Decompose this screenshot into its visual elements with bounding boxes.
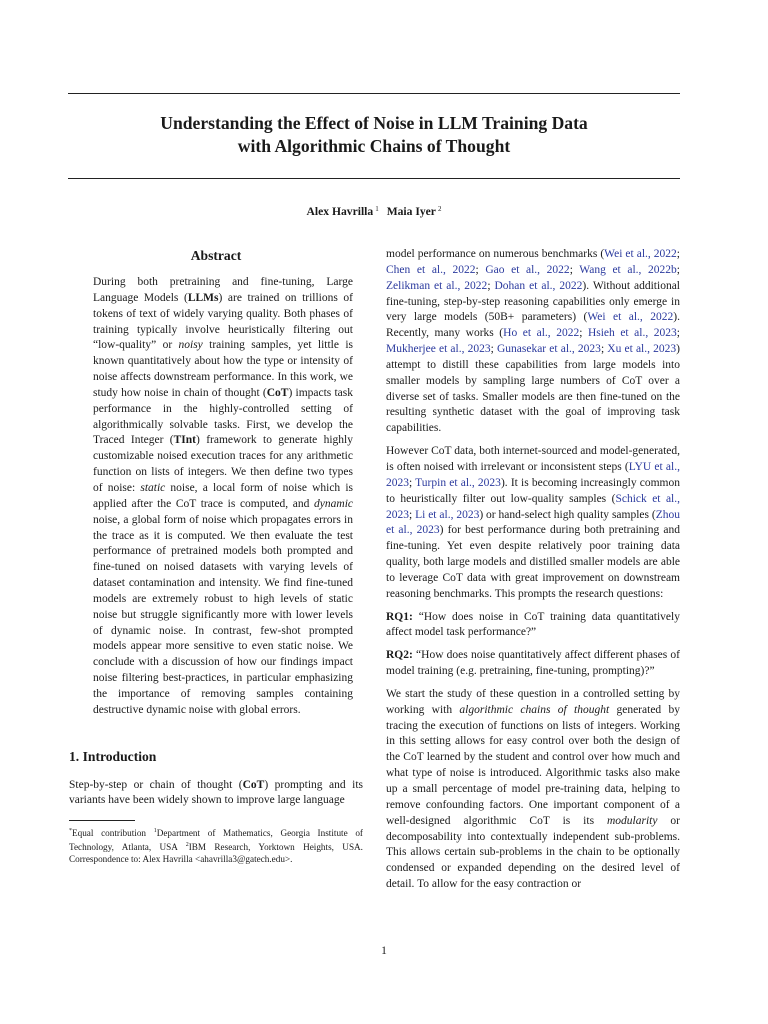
footnote-rule — [69, 820, 135, 821]
author-affiliation: 1 — [375, 205, 379, 213]
title-line-2: with Algorithmic Chains of Thought — [237, 136, 511, 156]
top-rule — [68, 93, 680, 94]
introduction-heading: 1. Introduction — [69, 748, 157, 764]
body-paragraph: However CoT data, both internet-sourced and model-generated, is often noised with irrelevant or inconsistent steps (LYU et al., 2023; Turpin et al., 2023). It is becoming increasingly common to heuristically filter out low-quality samples (Schick et al., 2023; Li et al., 2023) or hand-select high quality samples (Zhou et al., 2023) for best performance during both pretraining and fine-tuning. Yet even despite relatively poor training data quality, both large models and distilled smaller models are able to leverage CoT data with great improvement on downstream reasoning benchmarks. This prompts the research questions: — [386, 445, 680, 600]
citation-link[interactable]: Mukherjee et al., 2023 — [386, 343, 491, 356]
citation-link[interactable]: LYU et al., 2023 — [386, 460, 680, 489]
right-column — [386, 247, 680, 900]
citation-link[interactable]: Turpin et al., 2023 — [415, 476, 501, 489]
citation-link[interactable]: Ho et al., 2022 — [503, 327, 580, 340]
abstract-heading: Abstract — [190, 248, 242, 263]
title-line-1: Understanding the Effect of Noise in LLM Training Data — [160, 113, 588, 133]
author-affiliation: 2 — [437, 205, 442, 213]
abstract-body: During both pretraining and fine-tuning, Large Language Models (LLMs) are trained on trillions of tokens of text of widely varying quality. Both phases of training typically involve heuristically filtering out “low-quality” or noisy training samples, yet little is known quantitatively about how the type or intensity of noise affects downstream performance. In this work, we study how noise in chain of thought (CoT) impacts task performance in the highly-controlled setting of algorithmically solvable tasks. First, we develop the Traced Integer (TInt) framework to generate highly customizable noised execution traces for any arithmetic function on lists of integers. We then define two types of noise: static noise, a local form of noise which is applied after the CoT trace is computed, and dynamic noise, a global form of noise which propagates errors in the trace as it is computed. We then evaluate the test performance of pretrained models both prompted and fine-tuned on noised datasets with varying levels of dataset contamination and intensity. We find fine-tuned models are extremely robust to high levels of static noise but struggle significantly more with lower levels of dynamic noise. In contrast, few-shot prompted models appear more sensitive to even static noise. We conclude with a discussion of how our findings impact noise filtering best-practices, in particular emphasizing the importance of removing samples containing destructive dynamic noise with global errors. — [93, 276, 353, 716]
citation-link[interactable]: Chen et al., 2022 — [386, 263, 476, 276]
research-question-1: RQ1: “How does noise in CoT training data quantitatively affect model task performance?” — [386, 610, 680, 639]
paper-title — [68, 112, 680, 158]
citation-link[interactable]: Zelikman et al., 2022 — [386, 279, 488, 292]
title-bottom-rule — [68, 178, 680, 179]
footnote: *Equal contribution $^1$Department of Mathematics, Georgia Institute of Technology, Atlanta, USA $^2$IBM Research, Yorktown Heights, USA. Correspondence to: Alex Havrilla <ahavrilla3@gatech.edu>. — [69, 828, 363, 865]
citation-link[interactable]: Gunasekar et al., 2023 — [496, 343, 601, 356]
introduction-paragraph: Step-by-step or chain of thought (CoT) prompting and its variants have been widely shown to improve large language — [69, 778, 363, 807]
author-name: Maia Iyer — [386, 205, 436, 218]
research-question-2: RQ2: “How does noise quantitatively affect different phases of model training (e.g. pretraining, fine-tuning, prompting)?” — [386, 649, 680, 678]
citation-link[interactable]: Wei et al., 2022 — [604, 248, 677, 260]
author-name: Alex Havrilla — [306, 205, 374, 218]
citation-link[interactable]: Li et al., 2023 — [415, 508, 480, 521]
citation-link[interactable]: Zhou et al., 2023 — [386, 508, 680, 537]
citation-link[interactable]: Wei et al., 2022 — [587, 311, 674, 324]
citation-link[interactable]: Wang et al., 2022b — [579, 263, 677, 276]
page-number: 1 — [381, 945, 387, 957]
citation-link[interactable]: Hsieh et al., 2023 — [587, 327, 677, 340]
left-column — [69, 247, 363, 865]
citation-link[interactable]: Schick et al., 2023 — [386, 492, 680, 521]
body-paragraph: model performance on numerous benchmarks (Wei et al., 2022; Chen et al., 2022; Gao et al., 2022; Wang et al., 2022b; Zelikman et al., 2022; Dohan et al., 2022). Without additional fine-tuning, step-by-step reasoning capabilities only emerge in very large models (50B+ parameters) (Wei et al., 2022). Recently, many works (Ho et al., 2022; Hsieh et al., 2023; Mukherjee et al., 2023; Gunasekar et al., 2023; Xu et al., 2023) attempt to distill these capabilities from large models into smaller models by sampling large numbers of CoT over a diverse set of tasks. Smaller models are then fine-tuned on the resulting synthetic dataset with the goal of improving task capabilities. — [386, 248, 680, 435]
author-list — [68, 205, 680, 218]
citation-link[interactable]: Dohan et al., 2022 — [494, 279, 583, 292]
citation-link[interactable]: Gao et al., 2022 — [485, 263, 570, 276]
body-paragraph: We start the study of these question in a controlled setting by working with algorithmic chains of thought generated by tracing the execution of functions on lists of integers. Working in this setting allows for easy control over both the design of the CoT learned by the student and control over how much and what type of noise is introduced. Algorithmic tasks also make up a small percentage of model pre-training data, helping to remove confounding factors. One important component of a well-designed algorithmic CoT is its modularity or decomposability into contextually independent sub-problems. This allows certain sub-problems in the chain to be optionally condensed or expanded depending on the desired level of detail. To allow for the easy contraction or — [386, 687, 680, 891]
citation-link[interactable]: Xu et al., 2023 — [607, 343, 677, 356]
